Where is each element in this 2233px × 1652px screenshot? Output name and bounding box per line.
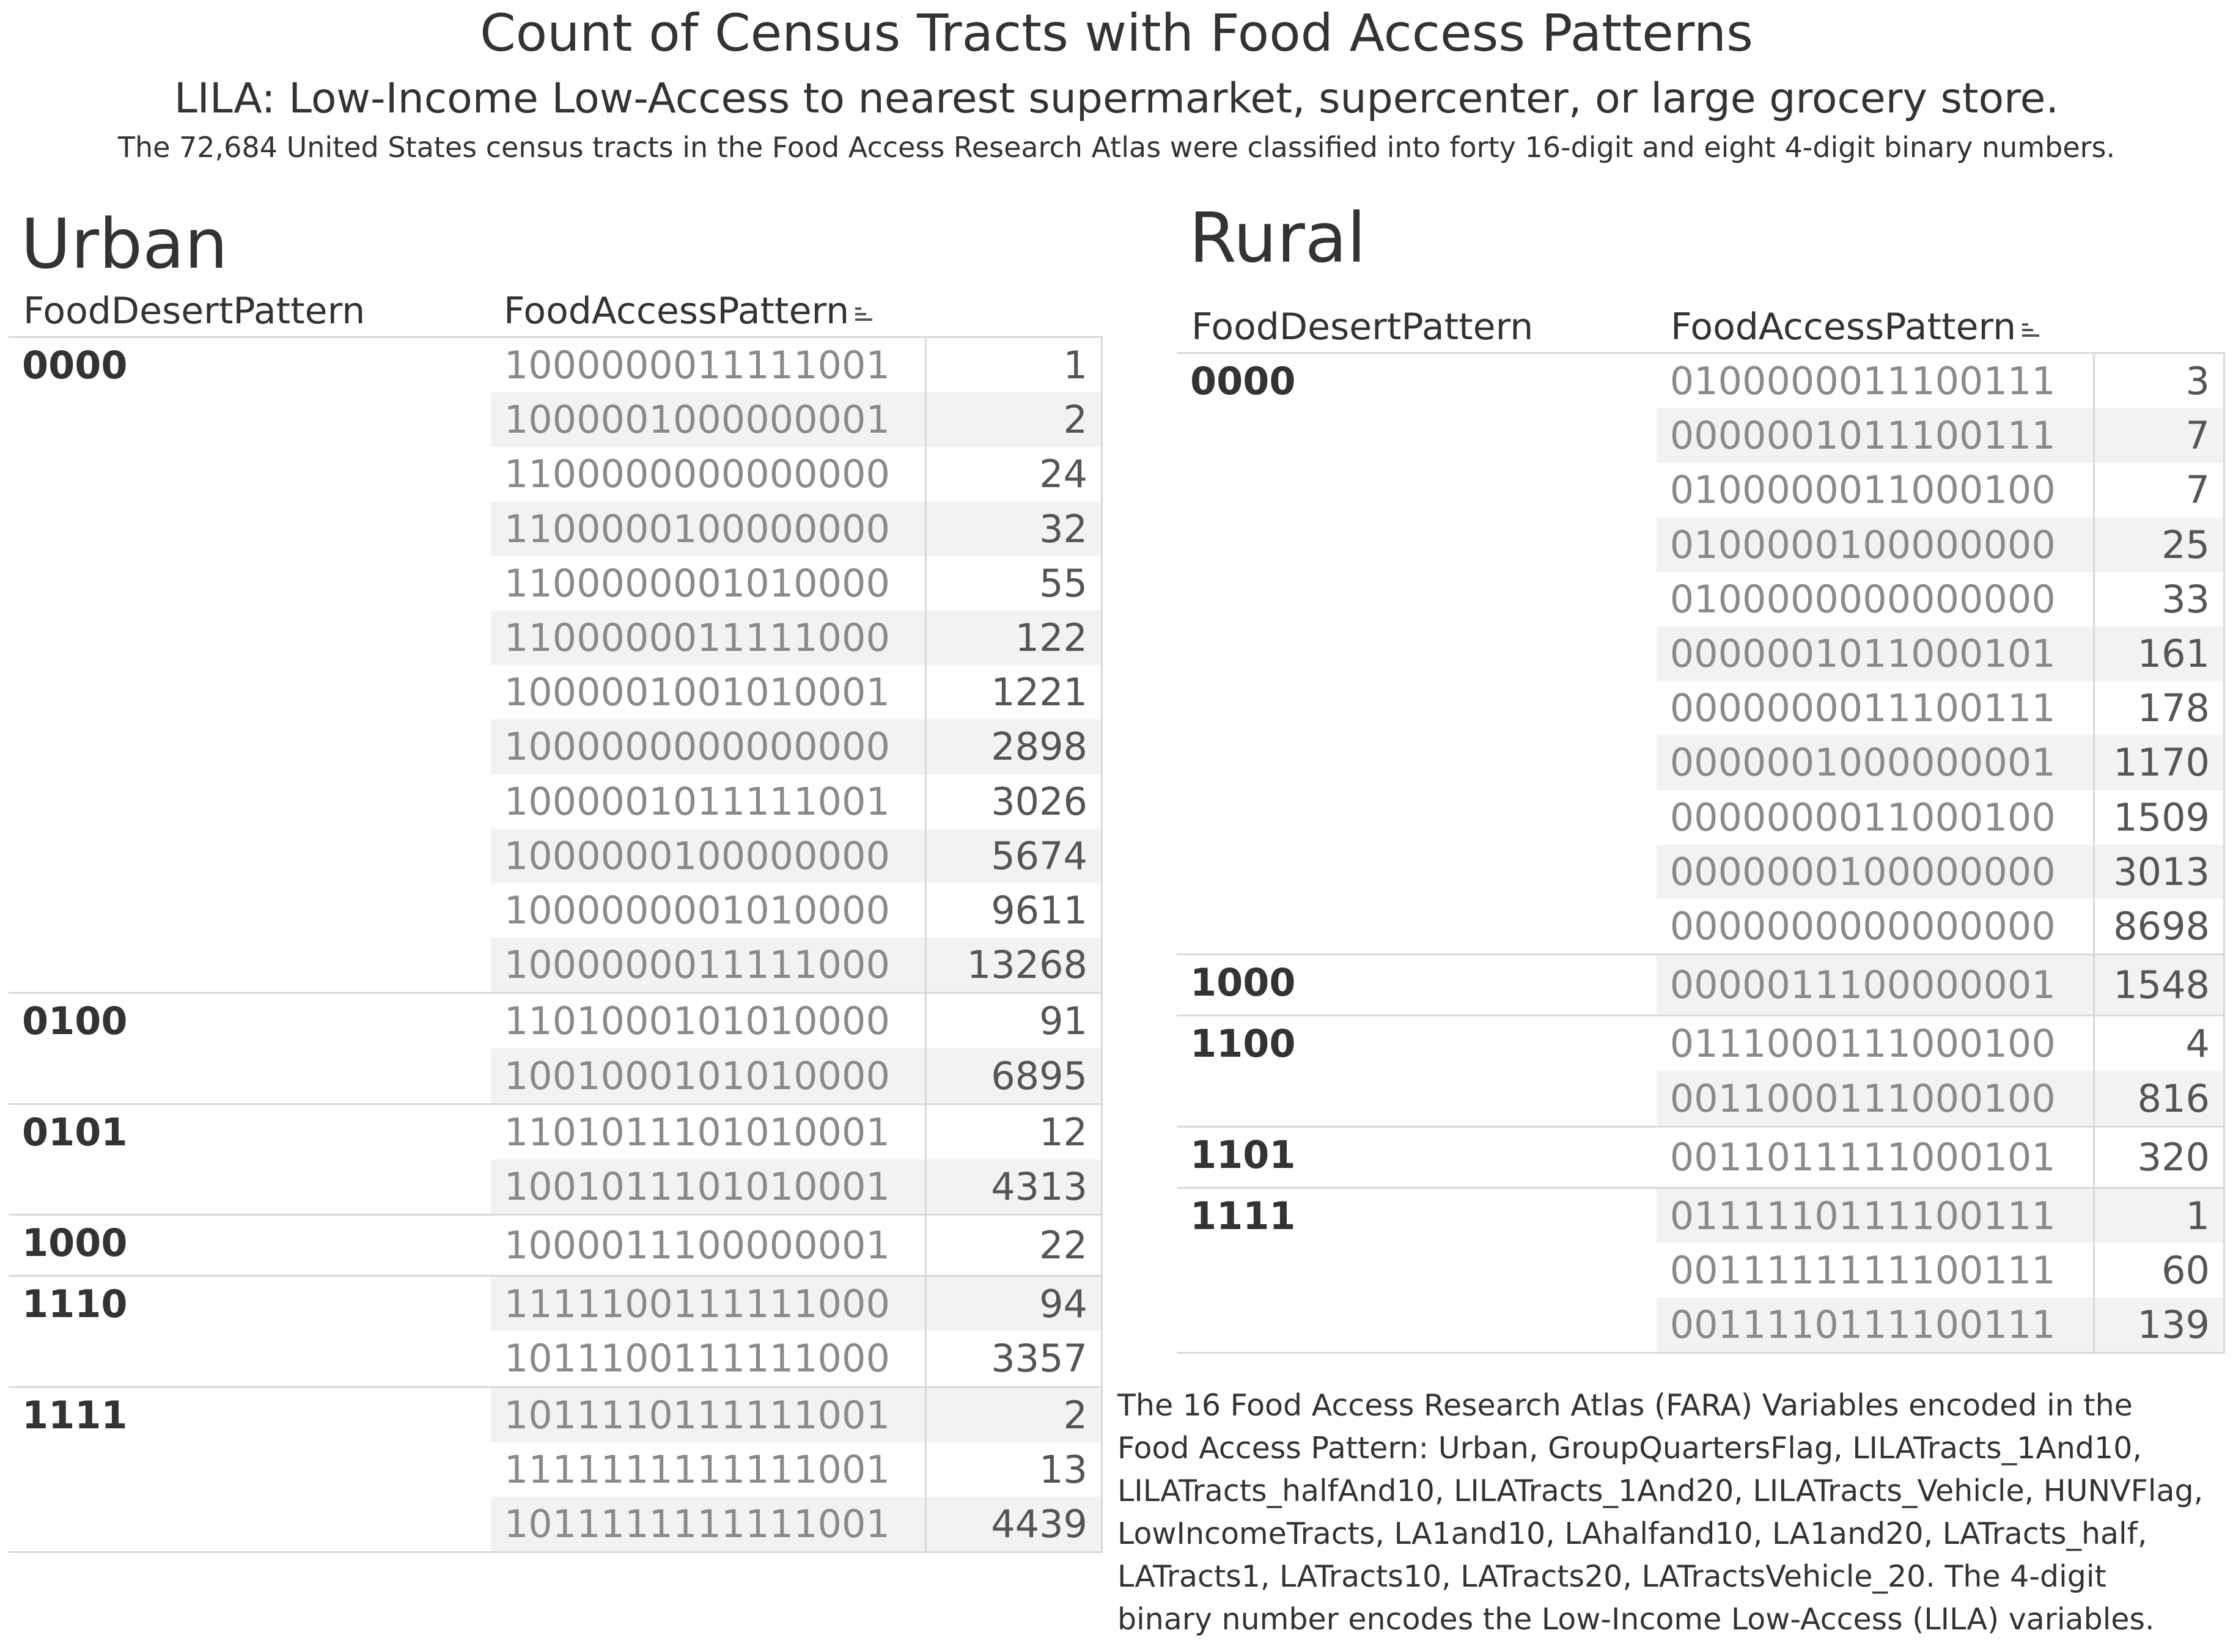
food-access-pattern-cell: 0100000011100111	[1669, 359, 2056, 404]
count-cell: 1221	[926, 665, 1102, 719]
count-cell: 3	[2094, 353, 2224, 409]
food-access-pattern-cell: 1000001000000001	[491, 392, 926, 447]
food-desert-pattern-cell: 0000	[9, 337, 491, 993]
column-header-food-access-pattern-label: FoodAccessPattern	[1671, 306, 2017, 348]
count-cell: 1	[2094, 1188, 2224, 1243]
table-row	[9, 1215, 1102, 1276]
count-cell: 33	[2094, 572, 2224, 626]
count-cell: 12	[926, 1104, 1102, 1159]
table-row	[9, 1104, 1102, 1159]
footnote: The 16 Food Access Research Atlas (FARA) Variables encoded in the Food Access Pattern: Urban, GroupQuartersFlag, LILATracts_1And10, LILATracts_halfAnd10, LILATracts_1And20, LILATracts_Vehicle, HUNVFlag, LowIncomeTracts, LA1and10, LAhalfand10, LA1and20, LATracts_half, LATracts1, LATracts10, LATracts20, LATractsVehicle_20. The 4-digit binary number encodes the Low-Income Low-Access (LILA) variables.	[1117, 1388, 2204, 1637]
rural-table	[1177, 352, 2225, 1354]
food-desert-pattern-cell: 0100	[9, 993, 491, 1104]
food-access-pattern-cell: 1100000100000000	[491, 502, 926, 556]
column-header-food-desert-pattern: FoodDesertPattern	[23, 290, 366, 332]
column-header-food-access-pattern[interactable]	[1671, 306, 2044, 348]
count-cell: 24	[926, 447, 1102, 501]
count-cell: 161	[2094, 626, 2224, 681]
count-cell: 6895	[926, 1048, 1102, 1104]
count-cell: 7	[2094, 408, 2224, 463]
count-cell: 4439	[926, 1497, 1102, 1552]
panel-title-rural: Rural	[1189, 199, 1366, 278]
food-access-pattern-cell: 1111111111111001	[504, 1447, 890, 1492]
count-cell: 2	[926, 392, 1102, 447]
food-access-pattern-cell: 1000001011111001	[504, 779, 890, 824]
count-cell: 139	[2094, 1298, 2224, 1353]
count-cell: 3013	[2094, 845, 2224, 899]
food-access-pattern-cell: 0100000100000000	[1657, 518, 2094, 572]
food-desert-pattern-cell: 1000	[9, 1215, 491, 1276]
food-access-pattern-cell: 0111000111000100	[1657, 1016, 2094, 1071]
food-access-pattern-cell: 1101000101010000	[491, 993, 926, 1049]
count-cell: 816	[2094, 1071, 2224, 1126]
table-row	[1177, 955, 2224, 1016]
table-row	[1177, 1188, 2224, 1243]
chart-title: Count of Census Tracts with Food Access Patterns	[480, 3, 1753, 63]
food-desert-pattern-cell: 1101	[1177, 1126, 1657, 1188]
rural-panel	[1177, 196, 2225, 1354]
column-header-row	[1177, 303, 2225, 352]
count-cell: 1170	[2094, 735, 2224, 790]
food-access-pattern-cell: 1100000000000000	[504, 452, 890, 497]
food-access-pattern-cell: 1011111111111001	[491, 1497, 926, 1552]
food-access-pattern-cell: 0000001011100111	[1657, 408, 2094, 463]
count-cell: 178	[2094, 681, 2224, 735]
count-cell: 60	[2094, 1243, 2224, 1298]
food-access-pattern-cell: 0000011100000001	[1657, 955, 2094, 1016]
count-cell: 94	[926, 1276, 1102, 1332]
food-access-pattern-cell: 0000000100000000	[1657, 845, 2094, 899]
food-access-pattern-cell: 0011000111000100	[1657, 1071, 2094, 1126]
count-cell: 1	[926, 337, 1102, 393]
count-cell: 7	[2094, 463, 2224, 517]
food-desert-pattern-cell: 1110	[9, 1276, 491, 1387]
food-access-pattern-cell: 0011110111100111	[1657, 1298, 2094, 1353]
food-access-pattern-cell: 1011100111111000	[504, 1336, 890, 1381]
food-desert-pattern-cell: 1000	[1177, 955, 1657, 1016]
food-desert-pattern-cell: 0000	[1177, 353, 1657, 955]
food-access-pattern-cell: 1000011100000001	[491, 1215, 926, 1276]
count-cell: 320	[2094, 1126, 2224, 1188]
count-cell: 32	[926, 502, 1102, 556]
food-access-pattern-cell: 1001000101010000	[491, 1048, 926, 1104]
count-cell: 55	[926, 556, 1102, 611]
sort-descending-icon[interactable]	[853, 303, 877, 327]
count-cell: 4	[2094, 1016, 2224, 1071]
column-header-food-access-pattern-label: FoodAccessPattern	[504, 290, 850, 332]
food-access-pattern-cell: 0000000011000100	[1669, 795, 2056, 840]
panel-title-urban: Urban	[21, 205, 228, 284]
food-access-pattern-cell: 1000000000000000	[491, 719, 926, 774]
food-access-pattern-cell: 1100000001010000	[504, 560, 890, 606]
food-access-pattern-cell: 0000001000000001	[1657, 735, 2094, 790]
food-desert-pattern-cell: 1100	[1177, 1016, 1657, 1126]
table-row	[9, 993, 1102, 1049]
food-access-pattern-cell: 1000000001010000	[504, 887, 890, 933]
table-row	[9, 1387, 1102, 1442]
food-access-pattern-cell: 0100000000000000	[1669, 576, 2056, 622]
count-cell: 13	[926, 1442, 1102, 1497]
chart-subnote: The 72,684 United States census tracts in the Food Access Research Atlas were classified into forty 16-digit and eight 4-digit binary numbers.	[117, 131, 2116, 164]
food-access-pattern-cell: 1101011101010001	[491, 1104, 926, 1159]
food-access-pattern-cell: 0000000000000000	[1669, 903, 2056, 949]
food-desert-pattern-cell: 1111	[9, 1387, 491, 1552]
table-row	[9, 337, 1102, 393]
food-access-pattern-cell: 0011011111000101	[1657, 1126, 2094, 1188]
count-cell: 3357	[926, 1331, 1102, 1387]
urban-table	[9, 336, 1103, 1553]
count-cell: 1548	[2094, 955, 2224, 1016]
count-cell: 5674	[926, 829, 1102, 883]
count-cell: 1509	[2094, 790, 2224, 845]
count-cell: 2898	[926, 719, 1102, 774]
sort-descending-icon[interactable]	[2020, 318, 2044, 343]
count-cell: 8698	[2094, 899, 2224, 955]
count-cell: 22	[926, 1215, 1102, 1276]
food-desert-pattern-cell: 1111	[1177, 1188, 1657, 1353]
food-access-pattern-cell: 0011111111100111	[1669, 1248, 2056, 1293]
food-access-pattern-cell: 0111110111100111	[1657, 1188, 2094, 1243]
column-header-row	[9, 287, 1103, 336]
food-access-pattern-cell: 0100000011000100	[1669, 468, 2056, 513]
food-access-pattern-cell: 1000000011111000	[491, 938, 926, 993]
column-header-food-access-pattern[interactable]	[504, 290, 877, 332]
count-cell: 9611	[926, 883, 1102, 938]
count-cell: 122	[926, 611, 1102, 665]
count-cell: 4313	[926, 1159, 1102, 1215]
count-cell: 3026	[926, 774, 1102, 829]
count-cell: 2	[926, 1387, 1102, 1442]
food-access-pattern-cell: 0000001011000101	[1657, 626, 2094, 681]
chart-subtitle: LILA: Low-Income Low-Access to nearest supermarket, supercenter, or large grocery store.	[174, 75, 2059, 123]
food-access-pattern-cell: 1000000011111001	[504, 343, 890, 388]
food-access-pattern-cell: 1000000100000000	[491, 829, 926, 883]
table-row	[1177, 353, 2224, 409]
food-access-pattern-cell: 1100000011111000	[491, 611, 926, 665]
table-row	[1177, 1126, 2224, 1188]
food-access-pattern-cell: 1001011101010001	[491, 1159, 926, 1215]
urban-panel	[9, 202, 1103, 1553]
count-cell: 13268	[926, 938, 1102, 993]
food-desert-pattern-cell: 0101	[9, 1104, 491, 1214]
column-header-food-desert-pattern: FoodDesertPattern	[1191, 306, 1534, 348]
table-row	[1177, 1016, 2224, 1071]
count-cell: 25	[2094, 518, 2224, 572]
food-access-pattern-cell: 0000000011100111	[1669, 686, 2056, 731]
food-access-pattern-cell: 1000001001010001	[504, 670, 890, 715]
table-row	[9, 1276, 1102, 1332]
count-cell: 91	[926, 993, 1102, 1049]
food-access-pattern-cell: 1011110111111001	[491, 1387, 926, 1442]
food-access-pattern-cell: 1111100111111000	[491, 1276, 926, 1332]
